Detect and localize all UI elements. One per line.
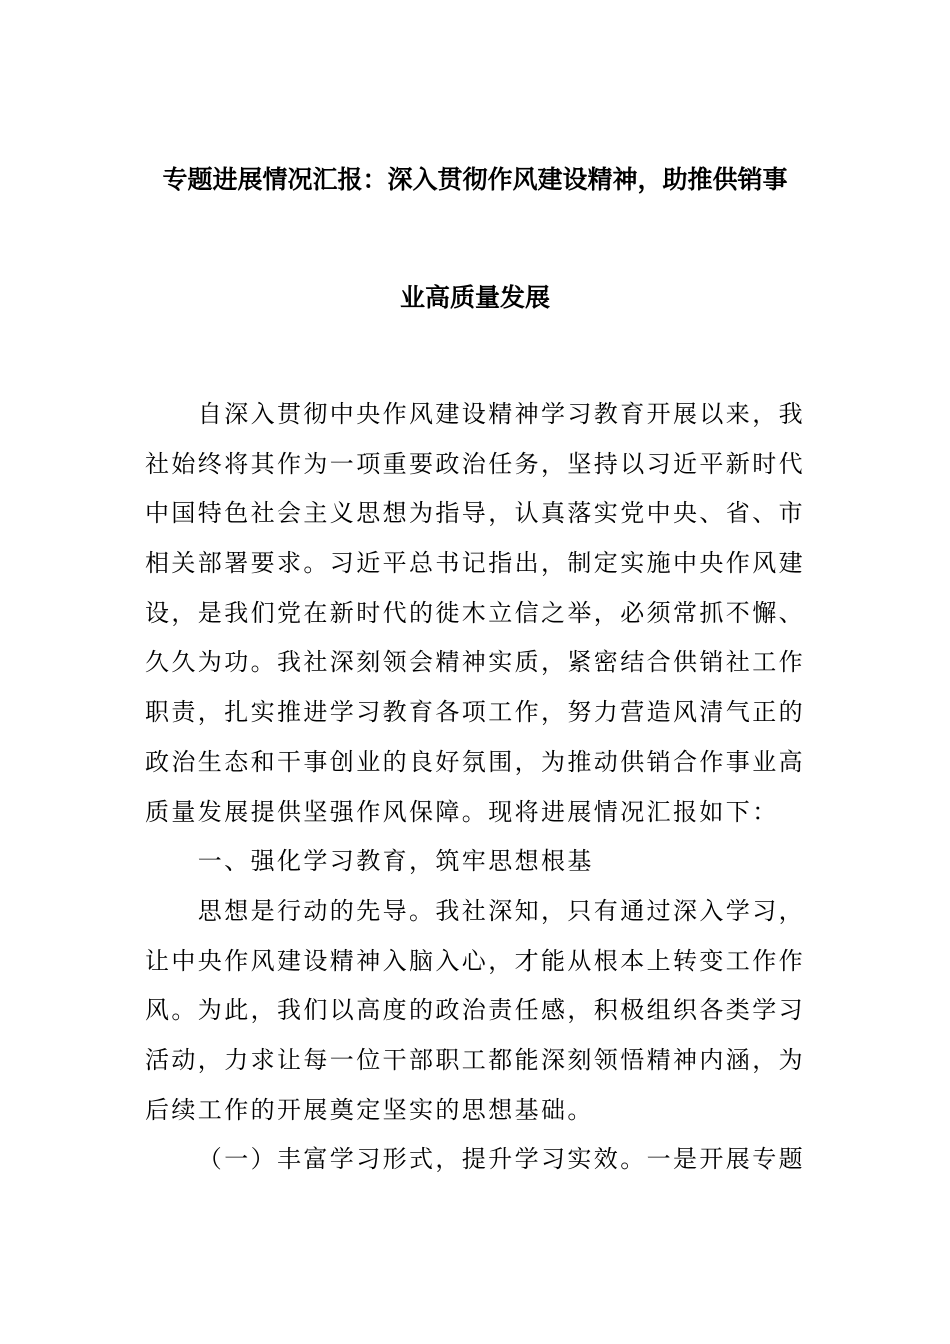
document-body — [145, 390, 805, 1185]
paragraph-intro — [145, 390, 805, 837]
document-title-line-1: 专题进展情况汇报：深入贯彻作风建设精神，助推供销事 — [162, 165, 788, 194]
section-heading-1 — [145, 837, 805, 887]
text-line: 质量发展提供坚强作风保障。现将进展情况汇报如下： — [145, 797, 779, 826]
document-title-line-2: 业高质量发展 — [399, 283, 550, 312]
text-line: 活动，力求让每一位干部职工都能深刻领悟精神内涵，为 — [145, 1045, 805, 1074]
text-line: 社始终将其作为一项重要政治任务，坚持以习近平新时代 — [145, 449, 805, 478]
text-line: 风。为此，我们以高度的政治责任感，积极组织各类学习 — [145, 996, 805, 1025]
text-line: 让中央作风建设精神入脑入心，才能从根本上转变工作作 — [145, 946, 805, 975]
paragraph-subsection-1 — [145, 1135, 805, 1185]
text-line: 思想是行动的先导。我社深知，只有通过深入学习， — [197, 896, 805, 925]
text-line: （一）丰富学习形式，提升学习实效。一是开展专题 — [197, 1145, 805, 1174]
text-line: 中国特色社会主义思想为指导，认真落实党中央、省、市 — [145, 499, 805, 528]
text-line: 久久为功。我社深刻领会精神实质，紧密结合供销社工作 — [145, 648, 805, 677]
text-line: 政治生态和干事创业的良好氛围，为推动供销合作事业高 — [145, 747, 805, 776]
text-line: 自深入贯彻中央作风建设精神学习教育开展以来，我 — [197, 400, 805, 428]
text-line: 设，是我们党在新时代的徙木立信之举，必须常抓不懈、 — [145, 598, 805, 627]
text-line: 后续工作的开展奠定坚实的思想基础。 — [145, 1095, 594, 1124]
text-line: 职责，扎实推进学习教育各项工作，努力营造风清气正的 — [145, 698, 805, 727]
text-line: 相关部署要求。习近平总书记指出，制定实施中央作风建 — [145, 549, 805, 578]
section-heading-text: 一、强化学习教育，筑牢思想根基 — [197, 847, 594, 876]
paragraph-section-1 — [145, 887, 805, 1135]
